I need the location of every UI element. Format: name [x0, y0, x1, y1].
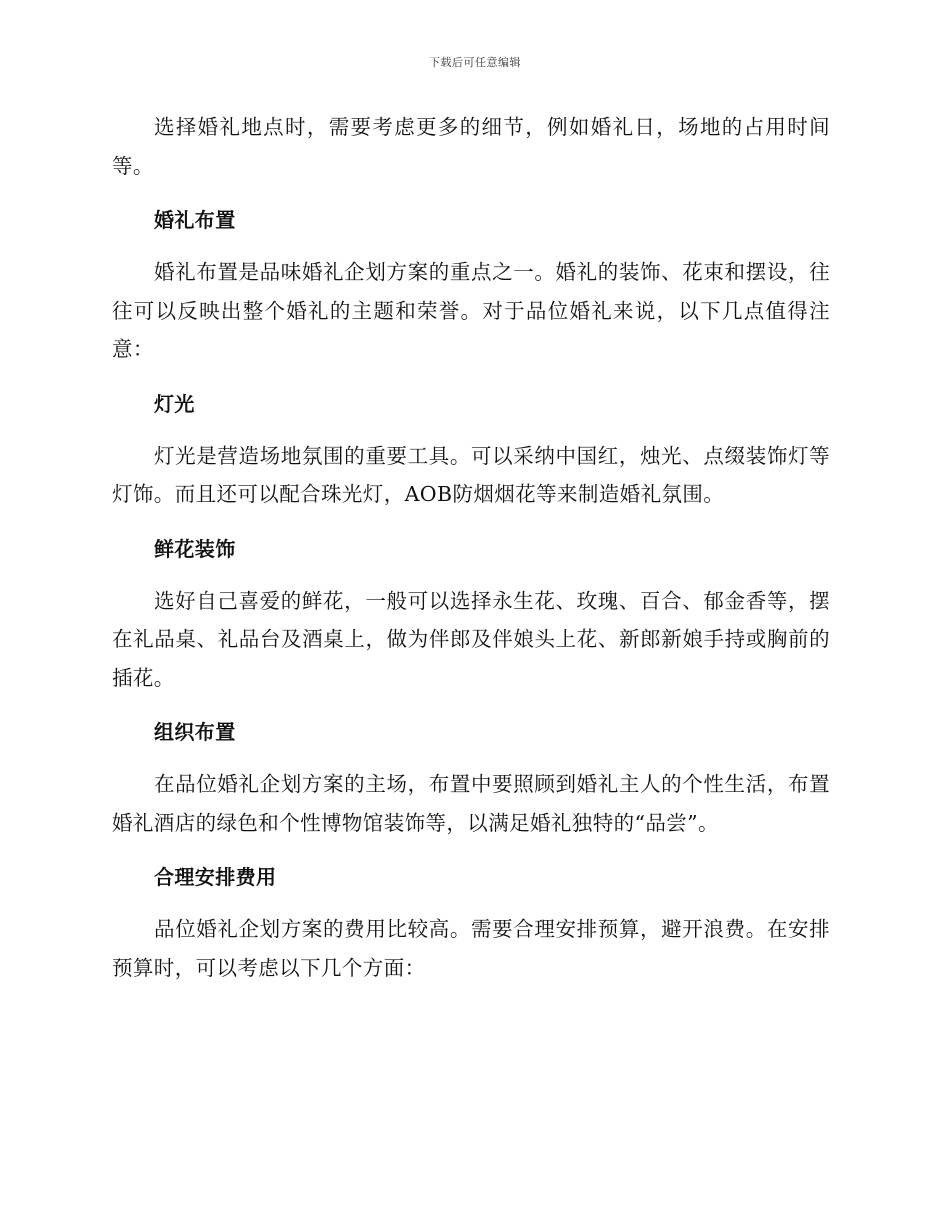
paragraph-budget-planning: 品位婚礼企划方案的费用比较高。需要合理安排预算，避开浪费。在安排预算时，可以考虑以下几个方面： — [112, 917, 830, 980]
heading-organization-layout: 组织布置 — [154, 720, 236, 744]
document-body — [112, 108, 830, 1003]
paragraph-wedding-decoration: 婚礼布置是品味婚礼企划方案的重点之一。婚礼的装饰、花束和摆设，往往可以反映出整个婚礼的主题和荣誉。对于品位婚礼来说，以下几点值得注意： — [112, 260, 830, 361]
heading-flower-decoration: 鲜花装饰 — [154, 536, 236, 561]
heading-budget-planning: 合理安排费用 — [154, 865, 277, 889]
heading-wedding-decoration: 婚礼布置 — [154, 208, 236, 232]
heading-lighting: 灯光 — [154, 391, 195, 416]
paragraph-organization-layout: 在品位婚礼企划方案的主场，布置中要照顾到婚礼主人的个性生活，布置婚礼酒店的绿色和个性博物馆装饰等，以满足婚礼独特的“品尝”。 — [112, 772, 830, 835]
paragraph-lighting: 灯光是营造场地氛围的重要工具。可以采纳中国红，烛光、点缀装饰灯等灯饰。而且还可以配合珠光灯，AOB防烟烟花等来制造婚礼氛围。 — [112, 443, 830, 506]
paragraph-venue-details: 选择婚礼地点时，需要考虑更多的细节，例如婚礼日，场地的占用时间等。 — [112, 115, 830, 178]
header-note: 下载后可任意编辑 — [429, 56, 521, 69]
paragraph-flower-decoration: 选好自己喜爱的鲜花，一般可以选择永生花、玫瑰、百合、郁金香等，摆在礼品桌、礼品台及酒桌上，做为伴郎及伴娘头上花、新郎新娘手持或胸前的插花。 — [112, 588, 830, 690]
